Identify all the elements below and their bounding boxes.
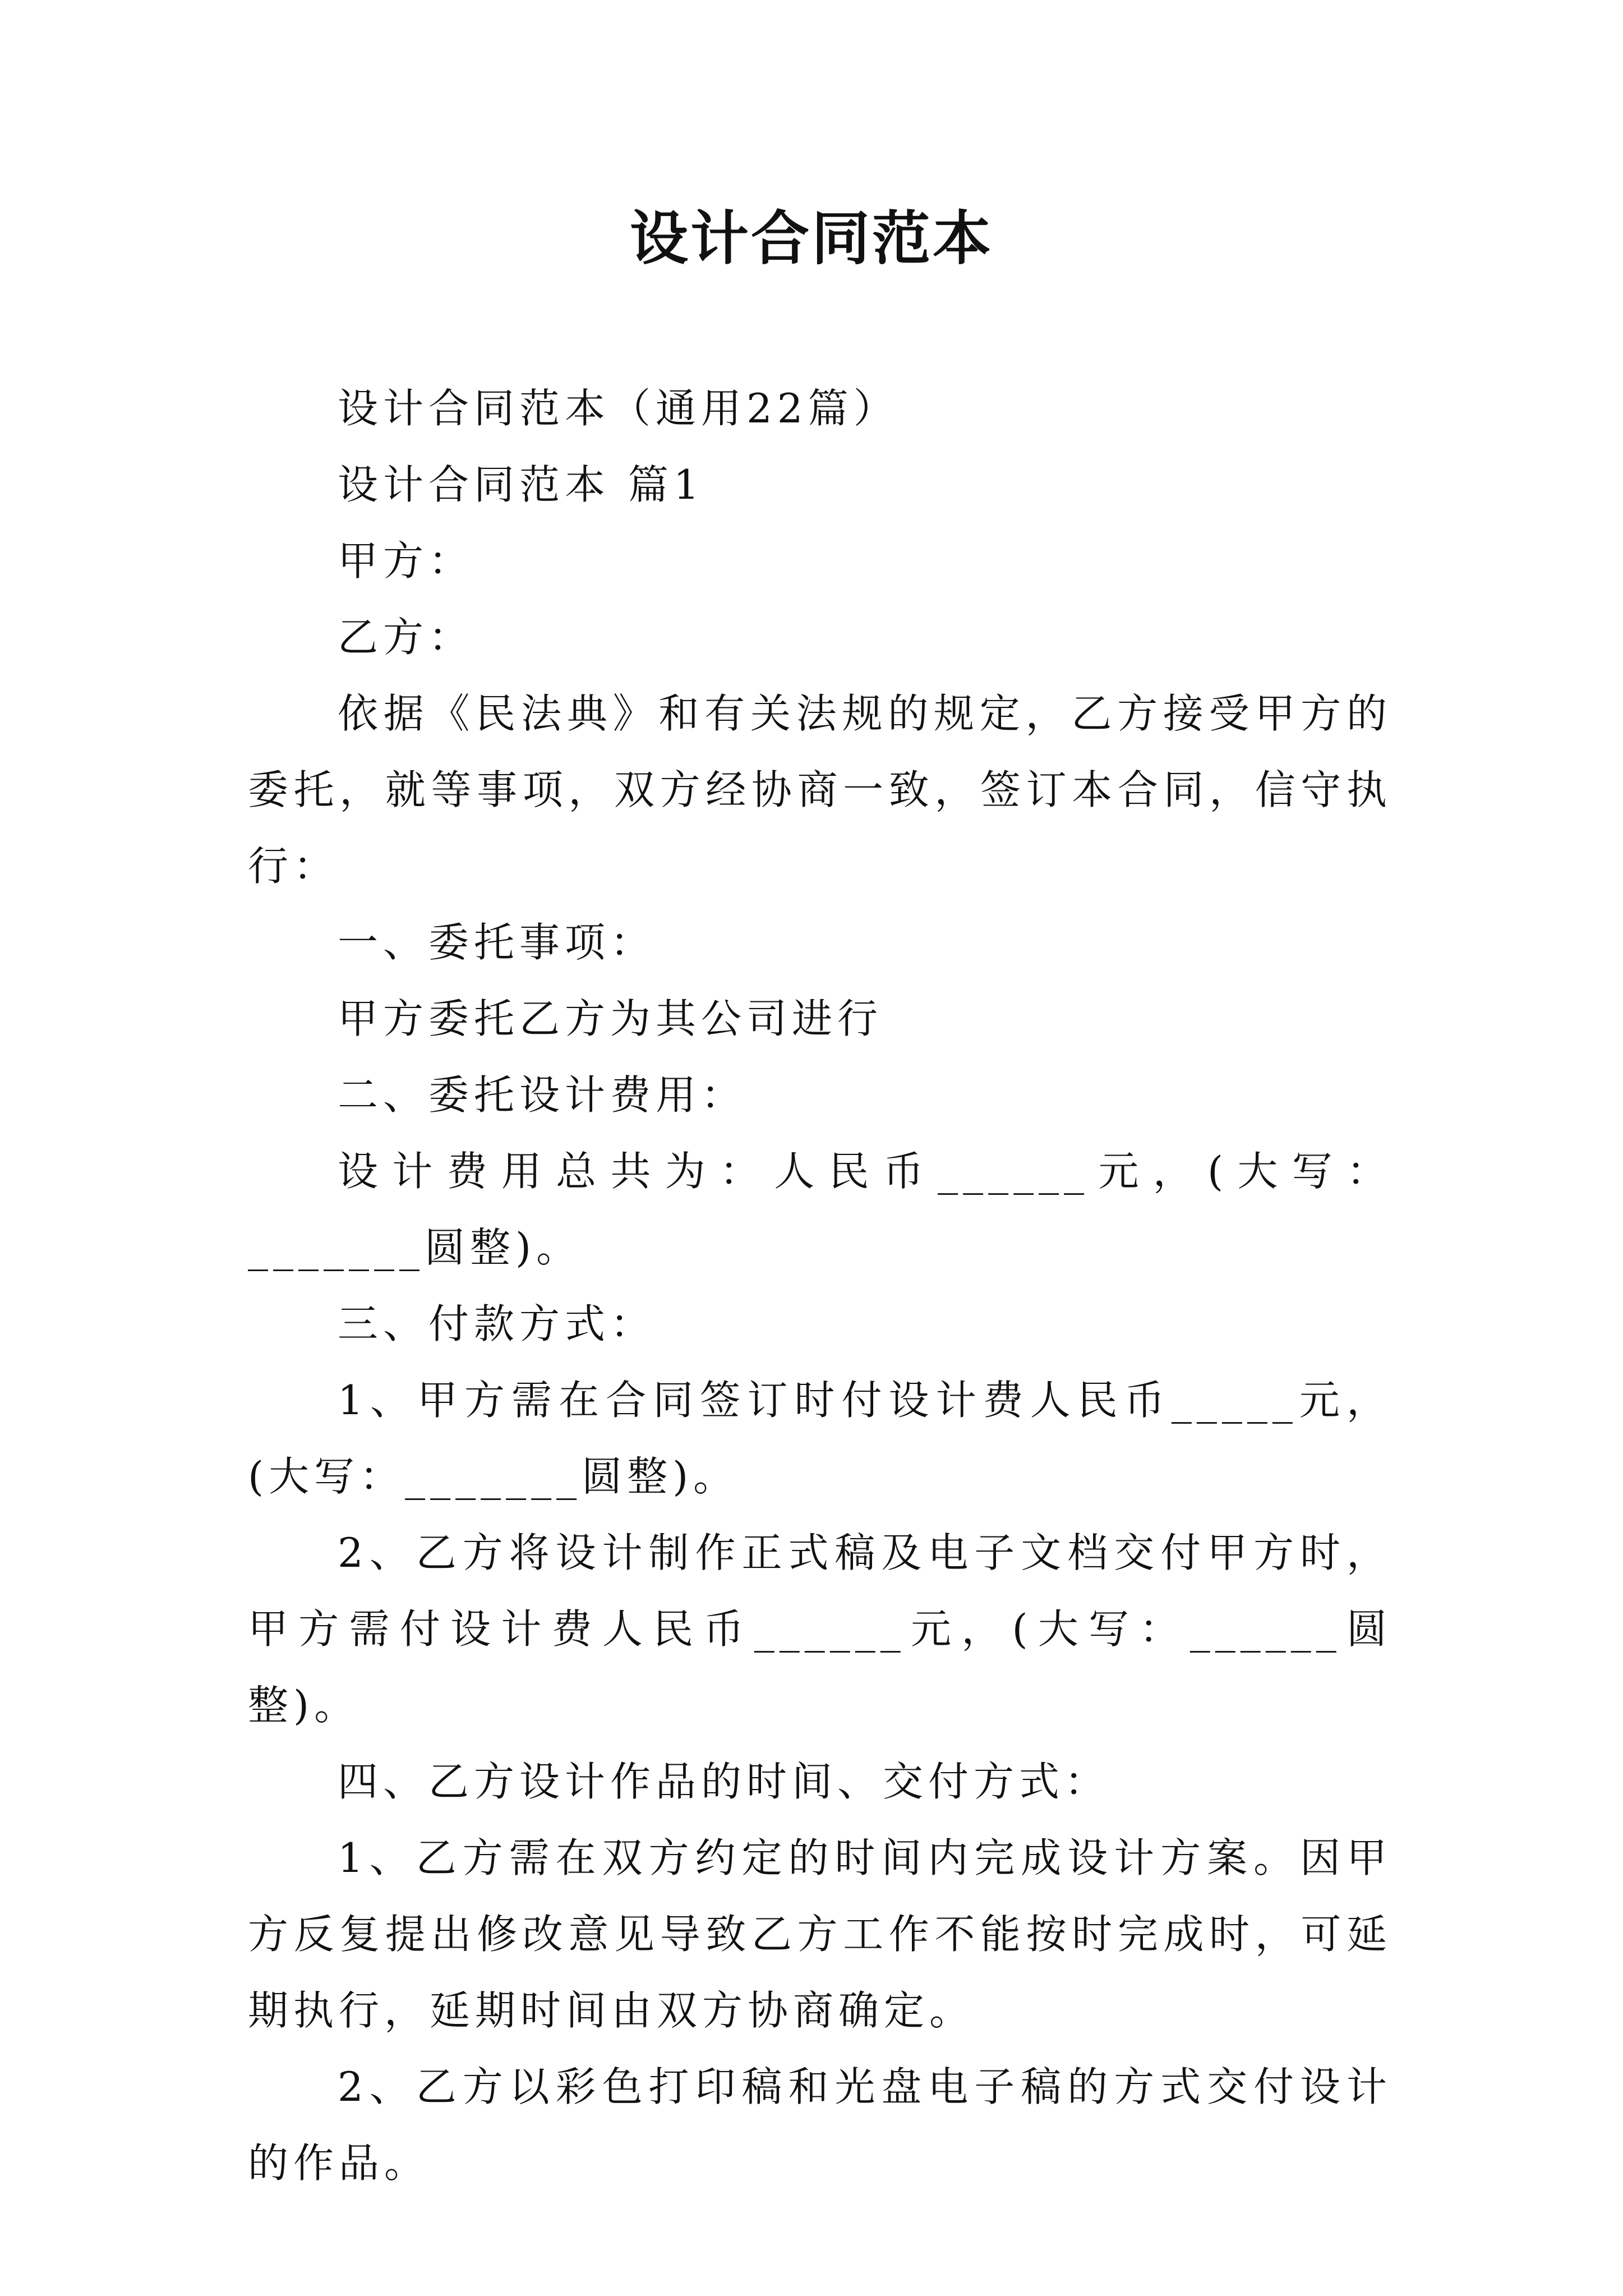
paragraph-preamble: 依据《民法典》和有关法规的规定，乙方接受甲方的委托，就等事项，双方经协商一致，签订本合同，信守执行：: [248, 690, 1392, 890]
paragraph-clause-3-item-2: 2、乙方将设计制作正式稿及电子文档交付甲方时，甲方需付设计费人民币______元，(大写：______圆整)。: [248, 1529, 1392, 1729]
paragraph-subtitle: 设计合同范本（通用22篇）: [338, 385, 899, 432]
paragraph-clause-2-body: 设计费用总共为：人民币______元，(大写：_______圆整)。: [248, 1148, 1392, 1271]
paragraph-section-heading: 设计合同范本 篇1: [338, 461, 704, 508]
paragraph-party-a: 甲方：: [338, 537, 474, 585]
document-title: 设计合同范本: [629, 204, 993, 273]
paragraph-clause-4-item-1: 1、乙方需在双方约定的时间内完成设计方案。因甲方反复提出修改意见导致乙方工作不能按时完成时，可延期执行，延期时间由双方协商确定。: [248, 1834, 1392, 2034]
paragraph-clause-4-heading: 四、乙方设计作品的时间、交付方式：: [338, 1758, 1110, 1805]
paragraph-clause-1-body: 甲方委托乙方为其公司进行: [338, 995, 883, 1042]
paragraph-clause-3-item-1: 1、甲方需在合同签订时付设计费人民币_____元，(大写：_______圆整)。: [248, 1377, 1392, 1500]
paragraph-clause-3-heading: 三、付款方式：: [338, 1300, 656, 1347]
paragraph-party-b: 乙方：: [338, 614, 474, 661]
paragraph-clause-2-heading: 二、委托设计费用：: [338, 1071, 747, 1119]
paragraph-clause-4-item-2: 2、乙方以彩色打印稿和光盘电子稿的方式交付设计的作品。: [248, 2063, 1392, 2187]
document-body: [248, 370, 1392, 2201]
paragraph-clause-1-heading: 一、委托事项：: [338, 919, 656, 966]
